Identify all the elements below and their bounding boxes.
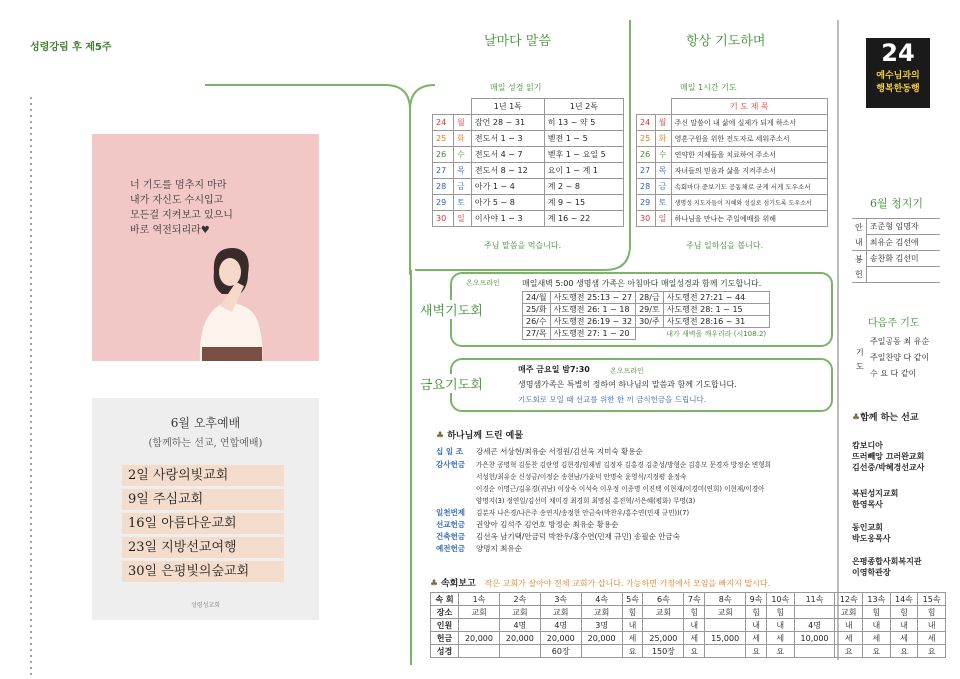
offering-type: 예전헌금 [436, 544, 465, 553]
weekday: 화 [655, 131, 671, 147]
table-row [431, 645, 946, 658]
cell: 요 [746, 645, 767, 658]
list-item [436, 495, 695, 505]
prayer-topic: 영혼구원을 위한 전도자로 세워주소서 [671, 131, 827, 147]
offering-type: 선교헌금 [436, 520, 465, 529]
cell: 내 [684, 619, 705, 632]
table-row [637, 163, 828, 179]
cell: 힘 [918, 606, 946, 619]
table-row [637, 131, 828, 147]
day: 26 [637, 147, 656, 163]
cell: 15,000 [705, 632, 746, 645]
cell: 10,000 [794, 632, 835, 645]
service-subtitle: (함께하는 선교, 연합예배) [148, 438, 263, 449]
vertical-divider [410, 270, 412, 665]
friday-tag: 온오프라인 [610, 367, 644, 375]
day: 30 [433, 211, 454, 227]
afternoon-service-card [92, 398, 319, 620]
cell: 12속 [835, 593, 863, 606]
cell: 사도행전 25:13 ~ 27 [550, 292, 635, 304]
list-item: 주일공동 최 유순 [870, 337, 930, 346]
cell: 20,000 [581, 632, 622, 645]
day: 29 [637, 195, 656, 211]
cell: 26/수 [523, 316, 551, 328]
weekday: 일 [453, 211, 471, 227]
dotted-divider [28, 95, 34, 675]
cell: 30/주 [636, 316, 664, 328]
role: 봉헌 [852, 251, 866, 283]
cell: 힘 [890, 606, 918, 619]
cell: 세 [746, 632, 767, 645]
dawn-schedule-table [522, 291, 770, 340]
cell: 요 [622, 645, 643, 658]
prayer-topic: 연약한 지체들을 치료하여 주소서 [671, 147, 827, 163]
cell: 내 [767, 619, 795, 632]
cell: 11속 [794, 593, 835, 606]
prayer-heading: 항상 기도하며 [686, 34, 766, 49]
bible-col1: 1년 1독 [471, 99, 544, 115]
table-row [431, 606, 946, 619]
weekday: 토 [453, 195, 471, 211]
reading-b: 계 2 ~ 8 [544, 179, 623, 195]
table-row [523, 292, 770, 304]
friday-line2: 생명샘가족은 특별히 정하여 하나님의 말씀과 함께 기도합니다. [518, 380, 737, 389]
cell: 교회 [459, 606, 500, 619]
list-item [436, 507, 689, 518]
cell: 24/월 [523, 292, 551, 304]
row-header: 헌금 [431, 632, 459, 645]
list-item [436, 471, 686, 481]
cell: 세 [622, 632, 643, 645]
day: 27 [433, 163, 454, 179]
friday-line1: 매주 금요일 밤7:30 [518, 365, 590, 374]
attendance-title: 속회보고 [440, 579, 476, 589]
list-item [436, 531, 680, 542]
cell: 요 [767, 645, 795, 658]
table-row [431, 593, 946, 606]
reading-b: 벧전 1 ~ 5 [544, 131, 623, 147]
cell: 요 [863, 645, 891, 658]
day: 24 [637, 115, 656, 131]
offering-names: 강세곤 서상현/최유순 서정원/김선옥 지미숙 황용순 [476, 447, 643, 456]
table-row [431, 619, 946, 632]
offering-names: 양명지 최유순 [476, 544, 522, 553]
table-row [433, 147, 624, 163]
mission-heading [852, 410, 919, 423]
cell [705, 619, 746, 632]
table-row [433, 115, 624, 131]
weekday: 금 [655, 179, 671, 195]
day: 24 [433, 115, 454, 131]
offering-names: 서성헌/최유순 신성금/이정순 송현남/가윤덕 안명숙 윤영식/지정평 윤정숙 [476, 473, 687, 481]
cell: 10속 [767, 593, 795, 606]
cell [636, 328, 664, 340]
cell: 3명 [581, 619, 622, 632]
cell: 내 [863, 619, 891, 632]
cell: 사도행전 27: 1 ~ 20 [550, 328, 635, 340]
tree-icon: ♣ [436, 431, 445, 441]
day: 29 [433, 195, 454, 211]
service-item: 30일 은평빛의숲교회 [122, 561, 284, 582]
quote-line: 내가 자신도 수시입고 [130, 195, 224, 206]
cell: 교회 [705, 606, 746, 619]
cell: 13속 [863, 593, 891, 606]
table-row [852, 251, 940, 267]
cell: 8속 [705, 593, 746, 606]
prayer-topic: 속회마다 중보기도 공동체로 굳게 서게 도우소서 [671, 179, 827, 195]
list-item [436, 459, 771, 470]
reading-b: 히 13 ~ 약 5 [544, 115, 623, 131]
cell: 세 [918, 632, 946, 645]
prayer-footer: 주님 일하심을 봅니다. [686, 241, 764, 250]
cell: 사도행전 26: 1 ~ 18 [550, 304, 635, 316]
cell: 교회 [540, 606, 581, 619]
cell: 내 [622, 619, 643, 632]
cell: 교회 [581, 606, 622, 619]
mission-title: 함께 하는 선교 [860, 413, 919, 423]
offerings-heading [436, 428, 523, 441]
reading-a: 잠언 28 ~ 31 [471, 115, 544, 131]
weekday: 목 [655, 163, 671, 179]
offering-names: 김선옥 남기택/안금덕 박찬우/홍수연(민재 규민) 송필순 안금숙 [476, 532, 680, 541]
cell: 사도행전 28:16 ~ 31 [663, 316, 769, 328]
reading-a: 전도서 1 ~ 3 [471, 131, 544, 147]
day: 28 [433, 179, 454, 195]
cell: 20,000 [499, 632, 540, 645]
cell: 내가 새벽을 깨우리라 (시108:2) [666, 329, 767, 338]
attendance-table [430, 592, 946, 658]
logo-line: 예수님과의 [876, 71, 920, 81]
cell: 힘 [767, 606, 795, 619]
cell: 힘 [746, 606, 767, 619]
bible-heading: 날마다 말씀 [484, 34, 551, 49]
reading-a: 전도서 4 ~ 7 [471, 147, 544, 163]
role: 안내 [852, 219, 866, 251]
attendance-note: 작은 교회가 살아야 전체 교회가 삽니다. 가능하면 가정에서 모임을 빠지지 맙시다. [484, 579, 771, 588]
cell: 14속 [890, 593, 918, 606]
cell: 25,000 [643, 632, 684, 645]
list-item: 수 요 다 같이 [870, 369, 917, 378]
service-item: 16일 아름다운교회 [122, 513, 284, 534]
cell: 150장 [643, 645, 684, 658]
cell: 20,000 [459, 632, 500, 645]
table-row [433, 131, 624, 147]
cell: 세 [835, 632, 863, 645]
weekday: 일 [655, 211, 671, 227]
names: 송찬화 김선미 [866, 251, 940, 267]
cell: 교회 [835, 606, 863, 619]
cell: 사도행전 27:21 ~ 44 [663, 292, 769, 304]
offering-type: 감사헌금 [436, 460, 465, 469]
offering-type: 십 일 조 [436, 447, 463, 456]
prayer-col: 기 도 제 목 [671, 99, 827, 115]
cell: 사도행전 26:19 ~ 32 [550, 316, 635, 328]
row-header: 인원 [431, 619, 459, 632]
names: 최유순 김선애 [866, 235, 940, 251]
quote-line: 너 기도를 멈추지 마라 [130, 180, 227, 191]
table-row [433, 179, 624, 195]
table-row [637, 147, 828, 163]
weekday: 수 [655, 147, 671, 163]
cell: 힘 [684, 606, 705, 619]
prayer-topic: 주신 말씀이 내 삶에 실제가 되게 하소서 [671, 115, 827, 131]
cell: 1속 [459, 593, 500, 606]
vertical-divider [837, 20, 839, 660]
prayer-table [636, 98, 828, 227]
cell: 요 [918, 645, 946, 658]
cell: 요 [890, 645, 918, 658]
friday-prayer-label: 금요기도회 [418, 374, 485, 393]
cell: 25/화 [523, 304, 551, 316]
table-row [523, 304, 770, 316]
prayer-subheading: 매일 1시간 기도 [680, 83, 737, 92]
cell: 4명 [499, 619, 540, 632]
table-row [431, 632, 946, 645]
friday-line3: 기도회로 모일 때 선교를 위한 한 끼 금식헌금을 드립니다. [518, 395, 707, 404]
dawn-tag: 온오프라인 [466, 279, 500, 287]
day: 26 [433, 147, 454, 163]
weekday: 수 [453, 147, 471, 163]
cell [499, 645, 540, 658]
cell: 5속 [622, 593, 643, 606]
cell: 사도행전 28: 1 ~ 15 [663, 304, 769, 316]
row-header: 속 회 [431, 593, 459, 606]
names: 조준형 임명자 [866, 219, 940, 235]
service-item: 23일 지방선교여행 [122, 537, 284, 558]
cell [459, 645, 500, 658]
reading-b: 계 9 ~ 15 [544, 195, 623, 211]
cell [705, 645, 746, 658]
offering-names: 양명지(3) 정연일/김선미 채미경 최경희 최명심 홍진혁/서은혜(평화) 무명(3) [476, 497, 696, 505]
cell: 세 [684, 632, 705, 645]
service-title: 6월 오후예배 [170, 416, 241, 430]
next-prayer-title: 다음주 기도 [868, 318, 920, 329]
list-item [436, 543, 522, 554]
offering-names: 권양아 김석주 김연호 방정순 최유순 황용순 [476, 520, 619, 529]
cell [643, 619, 684, 632]
list-item [436, 446, 643, 457]
weekday: 금 [453, 179, 471, 195]
attendance-heading [430, 576, 770, 589]
weekday: 화 [453, 131, 471, 147]
service-footer: 성령성교회 [191, 602, 220, 609]
cell [581, 645, 622, 658]
cell: 요 [684, 645, 705, 658]
cell: 세 [890, 632, 918, 645]
cell: 교회 [643, 606, 684, 619]
cell [794, 606, 835, 619]
bible-col2: 1년 2독 [544, 99, 623, 115]
cell: 4명 [794, 619, 835, 632]
cell [794, 645, 835, 658]
page-title: 성령강림 후 제5주 [30, 42, 112, 53]
table-row [433, 163, 624, 179]
reading-a: 아가 1 ~ 4 [471, 179, 544, 195]
list-item: 주일찬양 다 같이 [870, 353, 930, 362]
prayer-topic: 자녀들의 믿음과 삶을 지켜주소서 [671, 163, 827, 179]
mission-item: 캄보디아 뜨러빼앙 끄러완교회 김선중/박혜경선교사 [852, 441, 925, 472]
cell [459, 619, 500, 632]
stewards-title: 6월 청지기 [870, 197, 923, 210]
cell: 4속 [581, 593, 622, 606]
reading-b: 벧후 1 ~ 요일 5 [544, 147, 623, 163]
offering-names: 이경순 이명근/김유경(귀남) 이상숙 이석숙 이우정 이종명 이진택 이현재/이경미(연희) 이현재/이경아 [476, 485, 765, 493]
next-prayer-list [870, 334, 929, 382]
cell: 7속 [684, 593, 705, 606]
dawn-prayer-label: 새벽기도회 [418, 300, 485, 319]
table-row [433, 211, 624, 227]
cell: 내 [835, 619, 863, 632]
logo-badge [866, 38, 930, 108]
list-item [436, 483, 765, 493]
mission-item: 복된성지교회 한영목사 [852, 489, 899, 509]
offering-names: 가은찬 공명혁 김동찬 김란영 김현경/임재범 김정자 김홍경 김춘성/방형순 김흥모 문경자 방정순 변형희 [476, 461, 772, 469]
cell: 내 [918, 619, 946, 632]
table-row [852, 219, 940, 235]
cell: 2속 [499, 593, 540, 606]
bible-reading-table [432, 98, 624, 227]
dawn-line: 매일새벽 5:00 생명샘 가족은 아침마다 매일성경과 함께 기도합니다. [522, 279, 762, 288]
reading-a: 이사야 1 ~ 3 [471, 211, 544, 227]
day: 25 [433, 131, 454, 147]
table-row [523, 316, 770, 328]
cell: 4명 [540, 619, 581, 632]
weekday: 토 [655, 195, 671, 211]
table-row [637, 115, 828, 131]
offering-type: 일천번제 [436, 508, 465, 517]
names [866, 267, 940, 283]
table-row [433, 195, 624, 211]
day: 25 [637, 131, 656, 147]
reading-a: 아가 5 ~ 8 [471, 195, 544, 211]
cell: 세 [767, 632, 795, 645]
cell: 60장 [540, 645, 581, 658]
reading-a: 전도서 8 ~ 12 [471, 163, 544, 179]
row-header: 장소 [431, 606, 459, 619]
stewards-table [852, 218, 940, 283]
offering-names: 김분자 나은경/나은주 송연지/송정현 안금숙(박찬우/홍수연(민재 규민))(7) [476, 509, 690, 517]
day: 27 [637, 163, 656, 179]
cell: 요 [835, 645, 863, 658]
day: 30 [637, 211, 656, 227]
cell: 힘 [863, 606, 891, 619]
service-item: 2일 사랑의빛교회 [122, 465, 284, 486]
row-header: 성경 [431, 645, 459, 658]
cell: 내 [890, 619, 918, 632]
table-row [637, 211, 828, 227]
bible-subheading: 매일 성경 읽기 [490, 83, 542, 92]
cell: 교회 [499, 606, 540, 619]
weekday: 월 [655, 115, 671, 131]
cell: 27/목 [523, 328, 551, 340]
logo-line: 행복한동행 [876, 84, 920, 94]
prayer-topic: 하나님을 만나는 주일예배를 위해 [671, 211, 827, 227]
cell: 힘 [622, 606, 643, 619]
next-prayer-key: 기도 [856, 348, 864, 371]
cell: 9속 [746, 593, 767, 606]
reading-b: 요이 1 ~ 계 1 [544, 163, 623, 179]
table-row [637, 179, 828, 195]
list-item [436, 519, 618, 530]
quote-line: 바로 역전되리라♥ [130, 225, 210, 236]
tree-icon: ♣ [852, 413, 861, 423]
weekday: 목 [453, 163, 471, 179]
quote-line: 모든걸 지켜보고 있으니 [130, 210, 233, 221]
cell: 20,000 [540, 632, 581, 645]
prayer-topic: 생명성 지도자들이 지혜와 성실로 섬기도록 도우소서 [671, 195, 827, 211]
offering-type: 건축헌금 [436, 532, 465, 541]
cell: 28/금 [636, 292, 664, 304]
offerings-heading-text: 하나님께 드린 예물 [447, 431, 524, 441]
table-row [637, 195, 828, 211]
cell: 15속 [918, 593, 946, 606]
day: 28 [637, 179, 656, 195]
cell: 내 [746, 619, 767, 632]
service-item: 9일 주심교회 [122, 489, 284, 510]
cell: 세 [863, 632, 891, 645]
logo-number: 24 [881, 39, 915, 67]
cell: 3속 [540, 593, 581, 606]
mission-item: 은평종합사회복지관 이영학관장 [852, 557, 922, 577]
cell: 29/토 [636, 304, 664, 316]
cell: 6속 [643, 593, 684, 606]
reading-b: 계 16 ~ 22 [544, 211, 623, 227]
weekday: 월 [453, 115, 471, 131]
table-row [523, 328, 770, 340]
tree-icon: ♣ [430, 579, 439, 589]
bible-footer: 주님 말씀을 먹습니다. [484, 241, 562, 250]
mission-item: 동인교회 박도옹목사 [852, 523, 891, 543]
